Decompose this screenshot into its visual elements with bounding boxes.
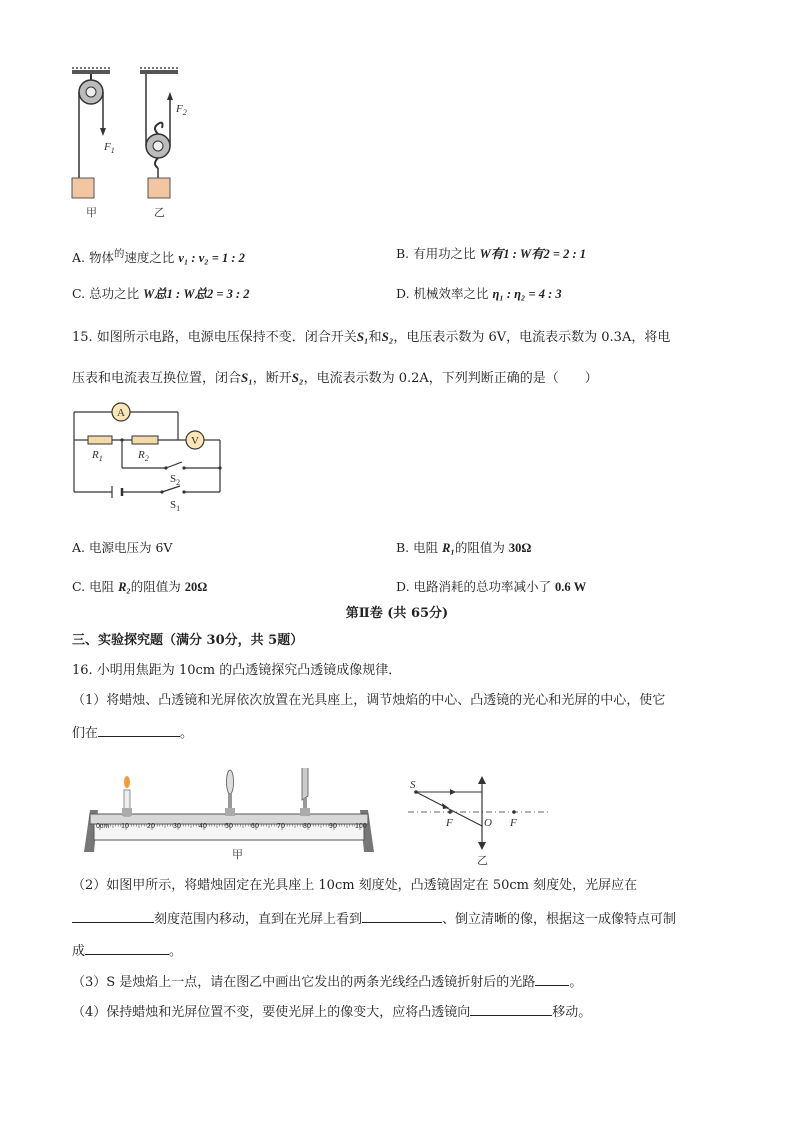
q16-part3: [72, 971, 582, 992]
ruler-tick-label: 60: [251, 823, 259, 830]
voltmeter-label: V: [191, 435, 199, 447]
q15-stem-line1: [72, 328, 670, 347]
f1-label: $F_1$: [104, 141, 115, 155]
q15-stem-part1: 15. 如图所示电路，电源电压保持不变．闭合开关: [72, 330, 357, 345]
switch-s2-symbol: S₂: [381, 329, 394, 344]
ruler-tick-label: 10: [121, 823, 129, 830]
pulley-figure: [60, 66, 200, 224]
section-heading: 三、实验探究题（满分 30分，共 5题）: [72, 633, 304, 648]
ruler-tick-label: 20: [147, 823, 155, 830]
movable-pulley-diagram: [140, 68, 178, 198]
optical-bench-figure: [70, 768, 388, 864]
ruler-tick-label: 70: [277, 823, 285, 830]
switch-s1-symbol: S₁: [356, 329, 369, 344]
q16-part1-text: 们在: [72, 726, 99, 741]
q15-option-d[interactable]: [396, 578, 586, 596]
focus-left-label: F: [446, 817, 453, 829]
option-c-value: 20Ω: [184, 580, 208, 594]
fig-jia-label: 甲: [232, 849, 243, 861]
option-c-formula: W总1 : W总2 = 3 : 2: [143, 287, 250, 301]
option-a-text3: 速度之比: [124, 250, 175, 266]
q16-part2-text-a: 刻度范围内移动，直到在光屏上看到: [154, 912, 363, 927]
option-c-text: C. 总功之比: [72, 286, 140, 301]
r2-label: $R_2$: [138, 449, 149, 463]
ruler-tick-label: 80: [303, 823, 311, 830]
q15-stem-part3: 压表和电流表互换位置，闭合: [72, 371, 242, 386]
option-a-text: A. 电源电压为 6V: [72, 540, 173, 555]
answer-blank-5[interactable]: [535, 971, 569, 986]
ruler-tick-label: 90: [329, 823, 337, 830]
option-b-text2: 的阻值为: [454, 540, 505, 555]
answer-blank-6[interactable]: [470, 1001, 552, 1016]
screen-icon: [302, 768, 308, 800]
option-b-text: B. 有用功之比: [396, 246, 476, 261]
q15-option-a[interactable]: [72, 539, 172, 557]
q15-stem-part4: ，断开: [252, 371, 292, 386]
ruler-start-label: 0cm: [96, 823, 110, 830]
answer-blank-3[interactable]: [362, 908, 442, 923]
ruler-tick-label: 100: [355, 823, 367, 830]
q16-part1-line1: （1）将蜡烛、凸透镜和光屏依次放置在光具座上，调节烛焰的中心、凸透镜的光心和光屏的中心，使它: [72, 693, 666, 708]
q14-option-a[interactable]: [72, 245, 245, 267]
q16-part3-end: 。: [569, 975, 583, 990]
q15-stem-part5: ，电流表示数为 0.2A，下列判断正确的是（ ）: [303, 371, 598, 386]
option-c-text2: 的阻值为: [130, 579, 181, 594]
q14-option-b[interactable]: [396, 245, 586, 263]
q15-option-c[interactable]: [72, 578, 207, 596]
q15-stem-part2: ，电压表示数为 6V，电流表示数为 0.3A，将电: [393, 330, 671, 345]
r1-label: $R_1$: [92, 449, 103, 463]
q16-part2-text-b: 、倒立清晰的像，根据这一成像特点可制: [442, 912, 677, 927]
q16-part3-text: （3）S 是烛焰上一点，请在图乙中画出它发出的两条光线经凸透镜折射后的光路: [72, 975, 536, 990]
lens-icon: [227, 770, 234, 794]
s2-label: $S_2$: [170, 473, 181, 487]
f2-label: $F_2$: [176, 103, 187, 117]
switch-s2-symbol-2: S₂: [291, 370, 304, 385]
ruler-tick-label: 30: [173, 823, 181, 830]
s1-label: $S_1$: [170, 499, 181, 513]
ruler-tick-label: 40: [199, 823, 207, 830]
flame-icon: [124, 776, 130, 788]
q14-option-d[interactable]: [396, 285, 562, 303]
switch-s1-symbol-2: S₁: [241, 370, 253, 385]
q16-stem: 16. 小明用焦距为 10cm 的凸透镜探究凸透镜成像规律．: [72, 663, 402, 678]
q15-stem-line2: [72, 369, 598, 388]
q16-part1-end: 。: [180, 726, 194, 741]
ammeter-label: A: [117, 407, 125, 419]
answer-blank-2[interactable]: [72, 908, 154, 923]
option-b-text: B. 电阻: [396, 540, 439, 555]
q16-part4-text: （4）保持蜡烛和光屏位置不变，要使光屏上的像变大，应将凸透镜向: [72, 1005, 471, 1020]
optical-center-label: O: [484, 817, 492, 829]
option-c-text: C. 电阻: [72, 579, 115, 594]
ruler-tick-labels: [0, 823, 794, 833]
option-c-resistor: R₂: [118, 580, 131, 594]
circuit-diagram: [66, 398, 230, 514]
fig-yi-label: 乙: [477, 855, 488, 866]
q16-part2-line1: （2）如图甲所示，将蜡烛固定在光具座上 10cm 刻度处，凸透镜固定在 50cm 刻度处，光屏应在: [72, 878, 638, 893]
q16-part2-end: 。: [169, 944, 183, 959]
focus-right-label: F: [510, 817, 517, 829]
option-b-resistor: R₁: [442, 541, 455, 555]
ray-diagram-figure: [404, 774, 554, 866]
ruler-tick-label: 50: [225, 823, 233, 830]
q16-part2-text-c: 成: [72, 944, 86, 959]
answer-blank-1[interactable]: [98, 722, 180, 737]
option-d-text: D. 机械效率之比: [396, 286, 489, 301]
q16-part4: [72, 1001, 591, 1022]
option-a-text: A. 物体: [72, 250, 114, 266]
option-d-value: 0.6 W: [555, 580, 587, 594]
q16-part2-line3: [72, 940, 182, 961]
option-a-text2: 的: [113, 248, 125, 260]
fig-label-jia: 甲: [86, 207, 97, 219]
option-b-formula: W有1 : W有2 = 2 : 1: [479, 247, 587, 261]
fixed-pulley-diagram: [72, 68, 110, 198]
q14-option-c[interactable]: [72, 285, 250, 303]
option-b-value: 30Ω: [508, 541, 532, 555]
fig-label-yi: 乙: [154, 207, 165, 219]
point-s-label: S: [410, 779, 416, 791]
answer-blank-4[interactable]: [85, 940, 169, 955]
option-a-formula: v₁ : v₂ = 1 : 2: [178, 251, 245, 266]
q16-part2-line2: [72, 908, 676, 929]
q15-option-b[interactable]: [396, 539, 531, 557]
option-d-text: D. 电路消耗的总功率减小了: [396, 579, 552, 594]
option-d-formula: η₁ : η₂ = 4 : 3: [492, 287, 562, 301]
part2-title: 第Ⅱ卷 (共 65分): [345, 606, 449, 621]
q15-and: 和: [368, 330, 382, 345]
q16-part1-line2: [72, 722, 193, 743]
q16-part4-end: 移动。: [552, 1005, 592, 1020]
